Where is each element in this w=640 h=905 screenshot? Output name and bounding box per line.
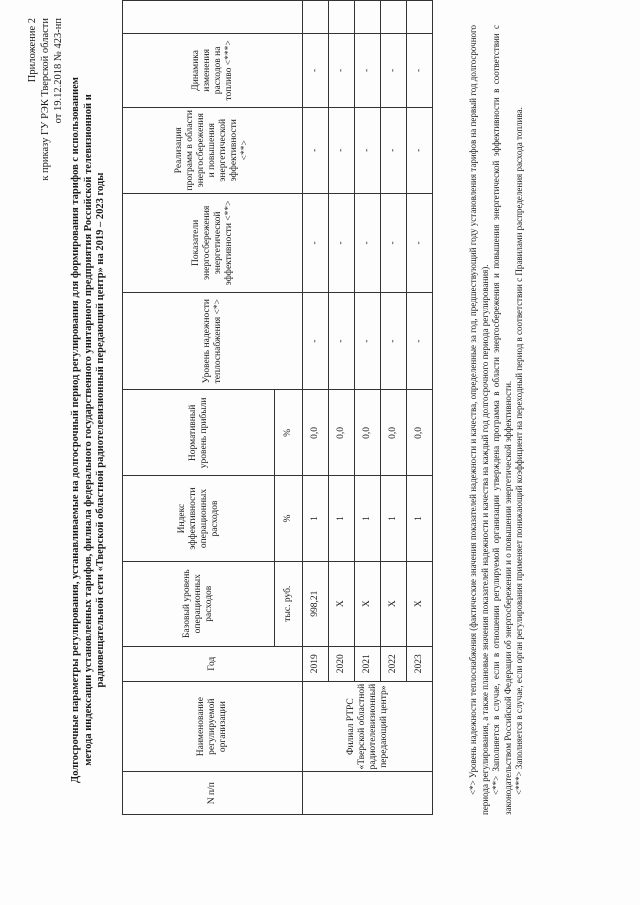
cell-index: 1 <box>303 476 329 561</box>
cell-year: 2021 <box>355 646 381 681</box>
cell-base: Х <box>355 561 381 646</box>
parameters-table <box>122 0 433 815</box>
header-energy: Показатели энергосбережения энергетической эффективности <**> <box>123 193 303 292</box>
cell-profit: 0,0 <box>355 390 381 476</box>
appendix-label: Приложение 2 <box>27 18 38 83</box>
cell-reliability: - <box>355 292 381 390</box>
cell-energy: - <box>381 193 407 292</box>
cell-reliability: - <box>303 292 329 390</box>
cell-base: Х <box>329 561 355 646</box>
cell-index: 1 <box>381 476 407 561</box>
header-base: Базовый уровень операционных расходов <box>123 561 275 646</box>
cell-profit: 0,0 <box>303 390 329 476</box>
cell-fuel: - <box>355 34 381 108</box>
unit-profit: % <box>275 390 303 476</box>
footnote-reliability: <*> Уровень надежности теплоснабжения (фактические значения показателей надежности и качества, определенные за год, предшествующий году установления тарифов на первый год долгосрочного периода регулирования, а также плановые значения показателей надежности и качества на каждый год долгосрочного периода регулирования). <box>468 25 490 815</box>
cell-reliability: - <box>329 292 355 390</box>
cell-empty <box>381 1 407 34</box>
cell-empty <box>407 1 433 34</box>
header-year: Год <box>123 646 303 681</box>
cell-profit: 0,0 <box>329 390 355 476</box>
cell-reliability: - <box>407 292 433 390</box>
cell-empty <box>303 1 329 34</box>
cell-energy: - <box>329 193 355 292</box>
footnotes <box>468 25 526 815</box>
cell-fuel: - <box>407 34 433 108</box>
cell-program: - <box>329 107 355 193</box>
title-line-3: радиовещательной сети «Тверской областной радиотелевизионный передающий центр» на 2019 – 2023 годы <box>95 172 106 688</box>
cell-program: - <box>355 107 381 193</box>
header-program: Реализация программ в области энергосбережения и повышения энергетической эффективности <**> <box>123 107 303 193</box>
cell-program: - <box>381 107 407 193</box>
appendix-order: к приказу ГУ РЭК Тверской области <box>40 18 51 181</box>
header-profit: Нормативный уровень прибыли <box>123 390 275 476</box>
unit-base: тыс. руб. <box>275 561 303 646</box>
unit-index: % <box>275 476 303 561</box>
cell-base: Х <box>407 561 433 646</box>
cell-energy: - <box>355 193 381 292</box>
footnote-energy: <**> Заполняется в случае, если в отношении регулируемой организации утверждена программа в области энергосбережения и повышения энергетической эффективности в соответствии с законодательством Российской Федерации об энергосбережении и о повышении энергетической эффективности. <box>491 25 513 815</box>
header-num: N п/п <box>123 772 303 815</box>
footnote-fuel: <***> Заполняется в случае, если орган регулирования применяет понижающий коэффициент на переходный период в соответствии с Правилами распределения расхода топлива. <box>514 107 524 795</box>
header-empty <box>123 1 303 34</box>
cell-year: 2019 <box>303 646 329 681</box>
cell-index: 1 <box>329 476 355 561</box>
cell-org-name: Филиал РТРС «Тверской областной радиотелевизионный передающий центр» <box>303 681 433 772</box>
cell-empty <box>355 1 381 34</box>
cell-program: - <box>407 107 433 193</box>
header-reliability: Уровень надежности теплоснабжения <*> <box>123 292 303 390</box>
cell-empty <box>329 1 355 34</box>
cell-fuel: - <box>329 34 355 108</box>
cell-profit: 0,0 <box>407 390 433 476</box>
cell-num <box>303 772 433 815</box>
header-org: Наименование регулируемой организации <box>123 681 303 772</box>
cell-fuel: - <box>381 34 407 108</box>
title-line-1: Долгосрочные параметры регулирования, устанавливаемые на долгосрочный период регулирования для формирования тарифов с использованием <box>70 77 81 783</box>
cell-index: 1 <box>407 476 433 561</box>
table-row <box>303 1 329 815</box>
cell-year: 2023 <box>407 646 433 681</box>
document-title <box>70 50 108 810</box>
appendix-header <box>26 18 65 181</box>
cell-base: Х <box>381 561 407 646</box>
header-index: Индекс эффективности операционных расходов <box>123 476 275 561</box>
table-header-row <box>123 1 275 815</box>
header-fuel: Динамика изменения расходов на топливо <***> <box>123 34 303 108</box>
cell-reliability: - <box>381 292 407 390</box>
cell-energy: - <box>407 193 433 292</box>
title-line-2: метода индексации установленных тарифов, филиала федерального государственного унитарного предприятия Российской телевизионной и <box>82 94 94 766</box>
cell-year: 2022 <box>381 646 407 681</box>
cell-program: - <box>303 107 329 193</box>
cell-fuel: - <box>303 34 329 108</box>
cell-profit: 0,0 <box>381 390 407 476</box>
cell-base: 998,21 <box>303 561 329 646</box>
cell-index: 1 <box>355 476 381 561</box>
appendix-date: от 19.12.2018 № 423-нп <box>53 18 64 124</box>
cell-year: 2020 <box>329 646 355 681</box>
cell-energy: - <box>303 193 329 292</box>
